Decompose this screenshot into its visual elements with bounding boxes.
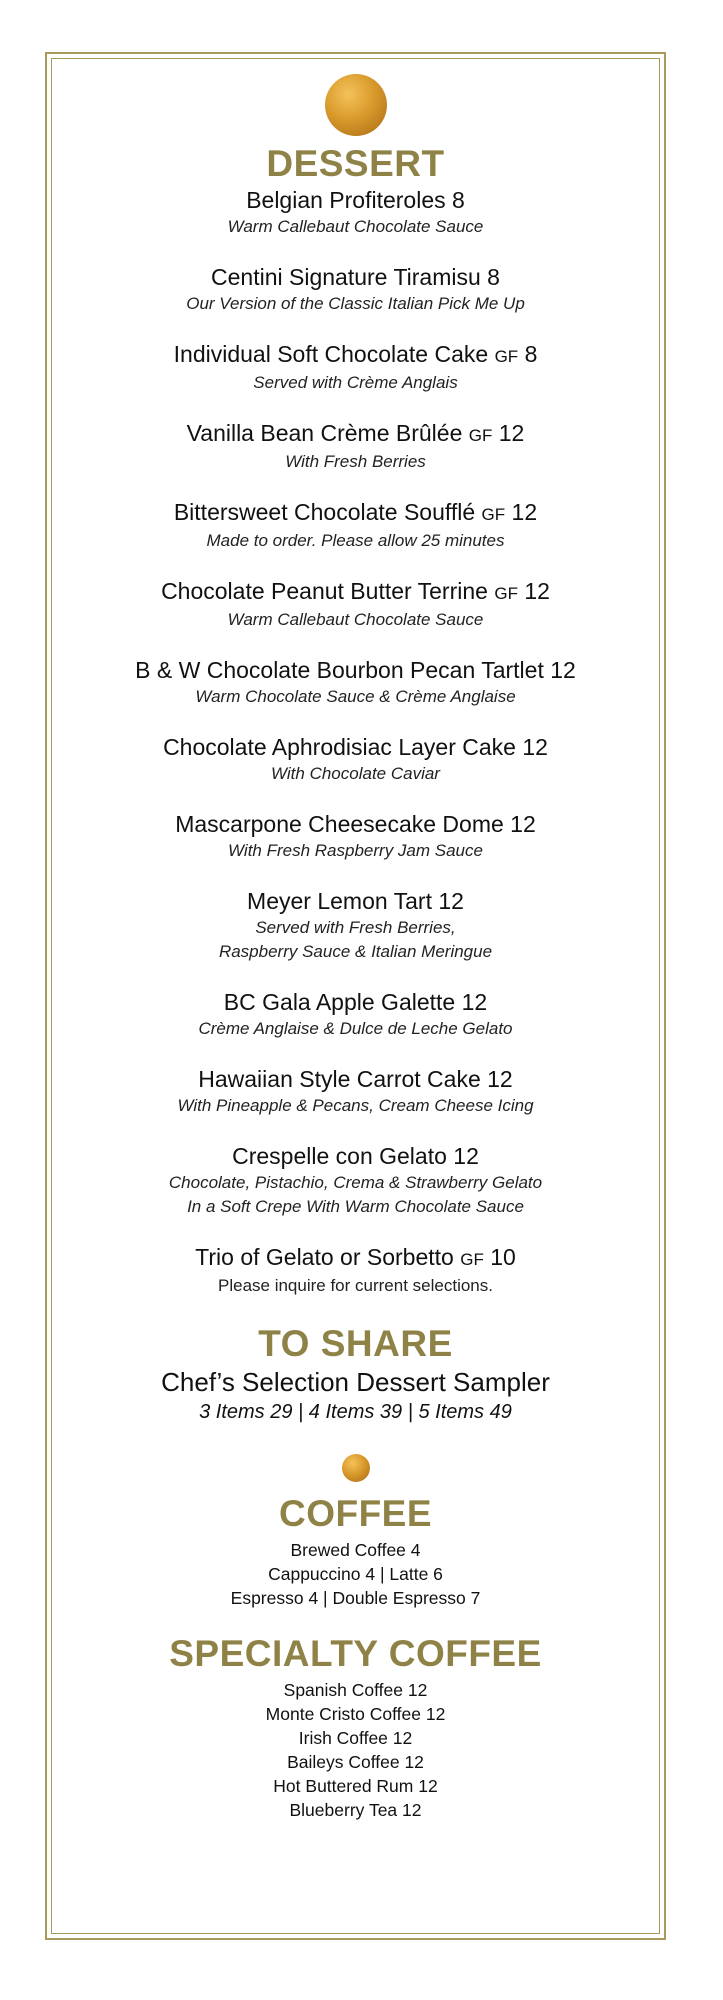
specialty-coffee-item: Monte Cristo Coffee 12 [265,1704,446,1724]
dessert-name-text: Centini Signature Tiramisu 8 [211,264,500,290]
dessert-name-text: Chocolate Aphrodisiac Layer Cake 12 [163,734,548,760]
dessert-price: 10 [490,1244,516,1270]
dessert-name [51,1243,660,1274]
dessert-description: Served with Fresh Berries, [255,918,456,937]
dessert-description: Warm Callebaut Chocolate Sauce [227,610,484,629]
dessert-name [51,988,660,1017]
dessert-item [51,340,660,395]
dessert-item [51,1243,660,1298]
dessert-item [51,419,660,474]
dessert-name [51,419,660,450]
dessert-name [51,263,660,292]
dessert-name-text: Belgian Profiteroles 8 [246,187,465,213]
dessert-item [51,810,660,863]
dessert-name [51,1065,660,1094]
coffee-heading: COFFEE [278,1493,433,1534]
dessert-description: Chocolate, Pistachio, Crema & Strawberry Gelato [168,1173,543,1192]
specialty-coffee-heading: SPECIALTY COFFEE [169,1633,542,1674]
dessert-description: Raspberry Sauce & Italian Meringue [218,942,493,961]
dessert-description: Served with Crème Anglais [253,373,458,392]
dessert-name-text: Chocolate Peanut Butter Terrine [161,578,488,604]
share-item-name: Chef’s Selection Dessert Sampler [161,1367,550,1397]
dessert-price: 8 [524,341,538,367]
gluten-free-badge: GF [494,347,519,366]
dessert-name-text: Hawaiian Style Carrot Cake 12 [198,1066,513,1092]
dessert-name [51,1142,660,1171]
dessert-name [51,340,660,371]
dessert-price: 12 [511,499,538,525]
dessert-name [51,887,660,916]
gluten-free-badge: GF [460,1250,484,1269]
dessert-description: With Fresh Raspberry Jam Sauce [228,841,483,860]
dessert-description: Our Version of the Classic Italian Pick Me Up [186,294,525,313]
dessert-name-text: Meyer Lemon Tart 12 [247,888,464,914]
dessert-item [51,733,660,786]
dessert-description: Made to order. Please allow 25 minutes [206,531,505,550]
dessert-name-text: BC Gala Apple Galette 12 [223,989,488,1015]
dessert-name [51,577,660,608]
dessert-name-text: Mascarpone Cheesecake Dome 12 [175,811,536,837]
dessert-description: Warm Chocolate Sauce & Crème Anglaise [195,687,516,706]
specialty-coffee-list [51,1678,660,1822]
dessert-item [51,988,660,1041]
dessert-description: With Fresh Berries [285,452,426,471]
dessert-item [51,498,660,553]
dessert-description: Please inquire for current selections. [218,1276,493,1295]
specialty-coffee-item: Baileys Coffee 12 [287,1752,424,1772]
specialty-coffee-item: Irish Coffee 12 [298,1728,413,1748]
dessert-name-text: Individual Soft Chocolate Cake [173,341,489,367]
dessert-price: 12 [524,578,550,604]
gluten-free-badge: GF [481,505,506,524]
menu-content [51,58,660,1822]
gluten-free-badge: GF [468,426,493,445]
to-share-heading: TO SHARE [258,1323,453,1364]
dessert-name [51,186,660,215]
dessert-description: Warm Callebaut Chocolate Sauce [227,217,484,236]
dessert-item [51,656,660,709]
dessert-name [51,733,660,762]
dessert-name-text: B & W Chocolate Bourbon Pecan Tartlet 12 [135,657,576,683]
specialty-coffee-item: Spanish Coffee 12 [283,1680,428,1700]
dessert-item [51,1065,660,1118]
coffee-list [51,1538,660,1610]
coffee-item: Espresso 4 | Double Espresso 7 [230,1588,481,1608]
gluten-free-badge: GF [494,584,518,603]
dessert-price: 12 [498,420,525,446]
dessert-item [51,263,660,316]
dessert-name-text: Vanilla Bean Crème Brûlée [186,420,463,446]
coffee-item: Cappuccino 4 | Latte 6 [268,1564,443,1584]
gold-coin-small-icon [342,1454,370,1482]
share-item-prices: 3 Items 29 | 4 Items 39 | 5 Items 49 [199,1401,512,1423]
specialty-coffee-item: Hot Buttered Rum 12 [273,1776,438,1796]
specialty-coffee-item: Blueberry Tea 12 [289,1800,422,1820]
dessert-name [51,810,660,839]
dessert-description: In a Soft Crepe With Warm Chocolate Sauce [187,1197,524,1216]
dessert-name-text: Crespelle con Gelato 12 [232,1143,479,1169]
dessert-list [51,186,660,1298]
dessert-description: With Chocolate Caviar [271,764,440,783]
dessert-name [51,656,660,685]
dessert-name-text: Trio of Gelato or Sorbetto [195,1244,461,1270]
dessert-description: Crème Anglaise & Dulce de Leche Gelato [198,1019,513,1038]
coffee-item: Brewed Coffee 4 [290,1540,421,1560]
dessert-item [51,887,660,964]
dessert-heading: DESSERT [266,143,445,184]
dessert-item [51,1142,660,1219]
dessert-name [51,498,660,529]
dessert-item [51,577,660,632]
dessert-description: With Pineapple & Pecans, Cream Cheese Icing [177,1096,534,1115]
dessert-name-text: Bittersweet Chocolate Soufflé [173,499,476,525]
gold-coin-icon [325,74,387,136]
dessert-item [51,186,660,239]
